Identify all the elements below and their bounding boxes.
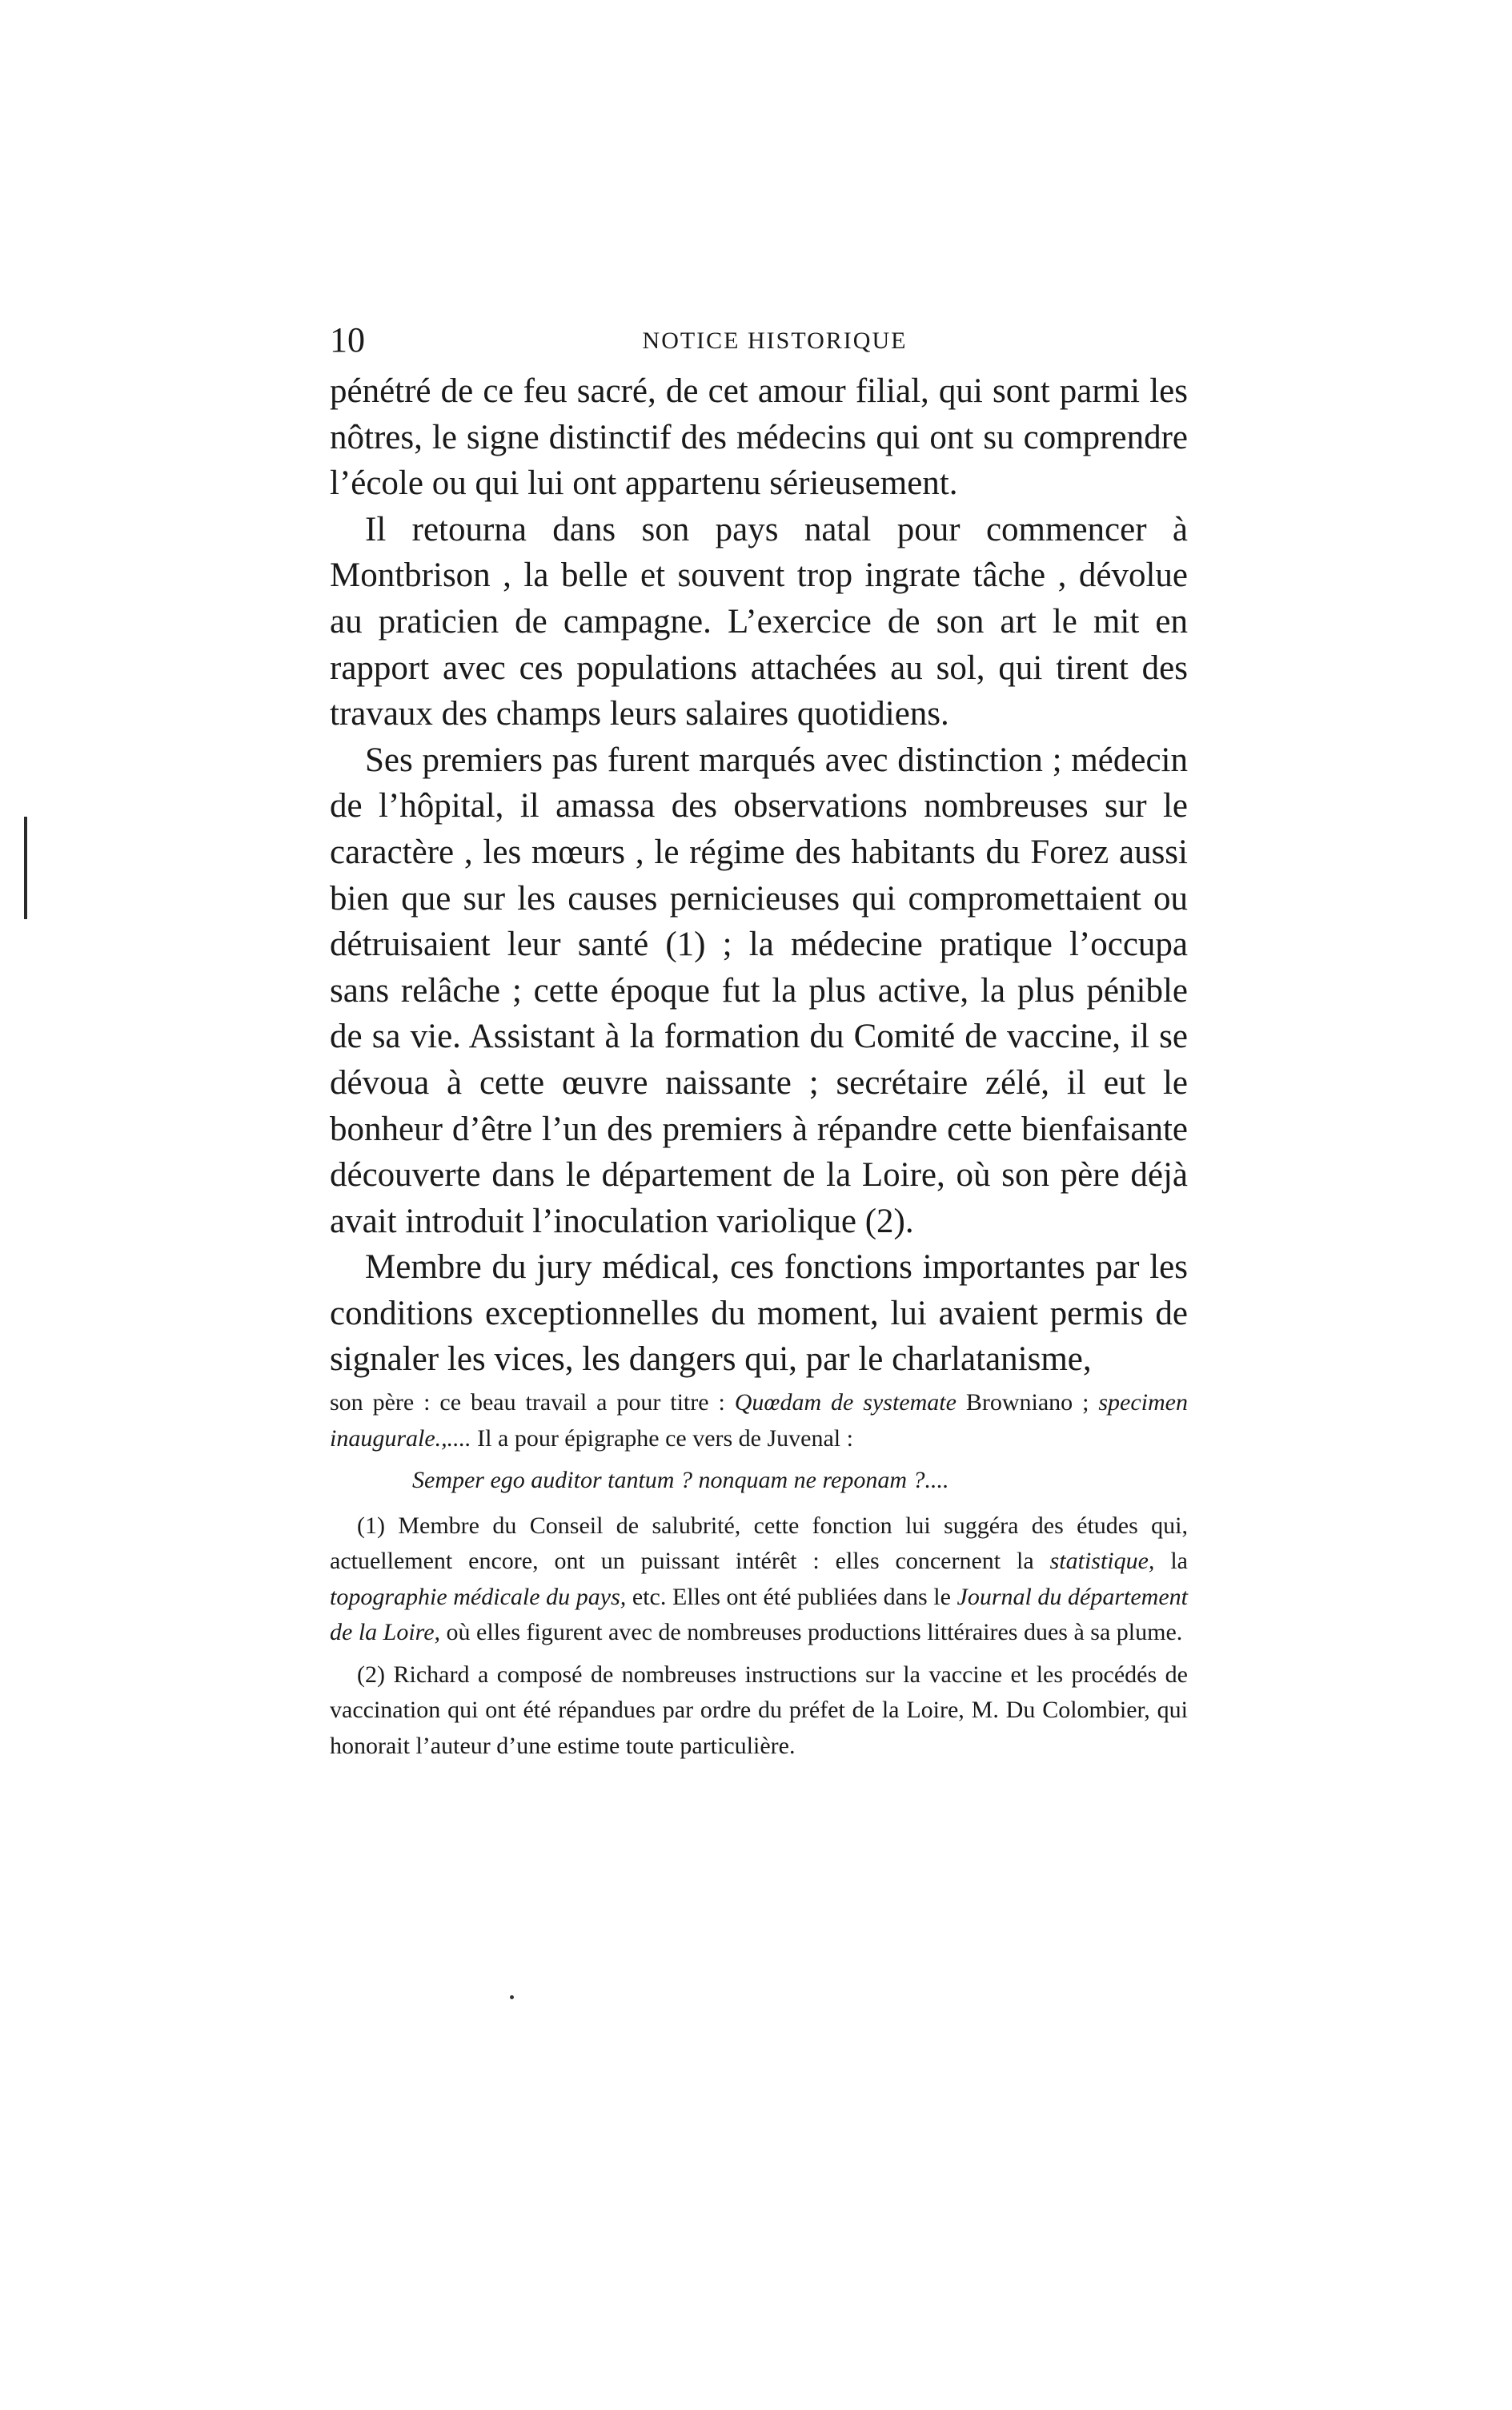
footnotes (330, 1385, 1188, 1770)
footnote-verse: Semper ego auditor tantum ? nonquam ne reponam ?.... (412, 1467, 949, 1493)
footnote-text: son père : ce beau travail a pour titre : (330, 1389, 735, 1416)
paragraph-3: Ses premiers pas furent marqués avec distinction ; médecin de l’hôpital, il amassa des observations nombreuses sur le caractère , les mœurs , le régime des habitants du Forez aussi bien que sur les causes pernicieuses qui compromettaient ou détruisaient leur santé (1) ; la médecine pratique l’occupa sans relâche ; cette époque fut la plus active, la plus pénible de sa vie. Assistant à la formation du Comité de vaccine, il se dévoua à cette œuvre naissante ; secrétaire zélé, il eut le bonheur d’être l’un des premiers à répandre cette bienfaisante découverte dans le département de la Loire, où son père déjà avait introduit l’inoculation variolique (2). (330, 741, 1188, 1240)
footnote-italic: statistique, (1049, 1548, 1155, 1574)
footnote-italic: Journal du département de la Loire, (330, 1583, 1188, 1645)
footnote-italic: Quœdam de systemate (734, 1389, 957, 1416)
footnote-text: Browniano ; (956, 1389, 1099, 1416)
paragraph-4: Membre du jury médical, ces fonctions importantes par les conditions exceptionnelles du moment, lui avaient permis de signaler les vices, les dangers qui, par le charlatanisme, (330, 1248, 1188, 1379)
footnote-italic: topographie médicale du pays, (330, 1583, 627, 1610)
margin-mark (24, 817, 27, 919)
footnote-text: Il a pour épigraphe ce vers de Juvenal : (471, 1424, 853, 1452)
footnote-text: où elles figurent avec de nombreuses productions littéraires dues à sa plume. (440, 1619, 1183, 1645)
paragraph-2: Il retourna dans son pays natal pour commencer à Montbrison , la belle et souvent trop ingrate tâche , dévolue au praticien de campagne. L’exercice de son art le mit en rapport avec ces populations attachées au sol, qui tirent des travaux des champs leurs salaires quotidiens. (330, 510, 1188, 733)
paragraph-1: pénétré de ce feu sacré, de cet amour filial, qui sont parmi les nôtres, le signe distinctif des médecins qui ont su comprendre l’école ou qui lui ont appartenu sérieusement. (330, 372, 1188, 503)
footnote-text: etc. Elles ont été publiées dans le (626, 1583, 957, 1610)
ink-speck (510, 1995, 514, 1999)
footnote-text: (1) Membre du Conseil de salubrité, cette fonction lui suggéra des études qui, actuellement encore, ont un puissant intérêt : elles concernent la (330, 1512, 1188, 1574)
footnote-continuation (330, 1385, 1188, 1456)
running-head (330, 320, 1188, 360)
page-number: 10 (330, 320, 365, 359)
footnote-2: (2) Richard a composé de nombreuses instructions sur la vaccine et les procédés de vaccination qui ont été répandues par ordre du préfet de la Loire, M. Du Colombier, qui honorait l’auteur d’une estime toute particulière. (330, 1661, 1188, 1759)
footnote-text: la (1154, 1548, 1188, 1574)
footnote-1 (330, 1508, 1188, 1651)
body-text (330, 368, 1188, 1383)
footnote-italic: specimen inaugurale.,.... (330, 1389, 1188, 1452)
running-title: NOTICE HISTORIQUE (642, 327, 908, 354)
